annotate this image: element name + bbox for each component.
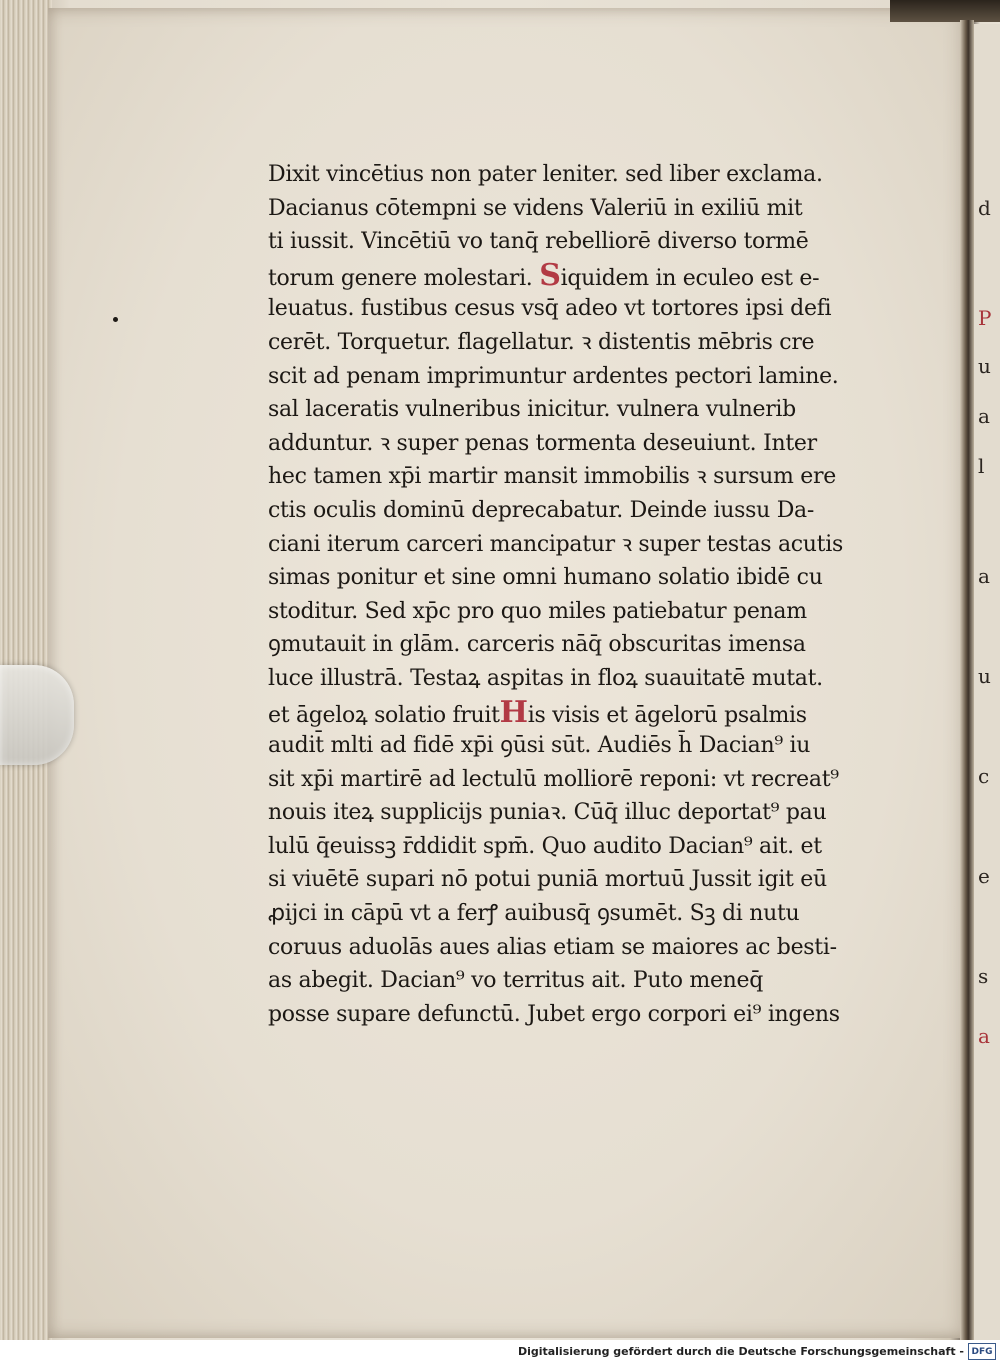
ink-dot	[113, 317, 118, 322]
text-line-rest: is visis et āgelorū psalmis	[527, 702, 807, 728]
text-line: si viuētē supari nō potui puniā mortuū Jussit igit eū	[268, 867, 827, 893]
text-line: ꝯmutauit in glām. carceris nāq̄ obscuritas imensa	[268, 632, 806, 658]
text-line: hec tamen xp̄i martir mansit immobilis ꝛ sursum ere	[268, 464, 836, 490]
right-page-glyph: u	[978, 664, 991, 688]
right-page-fragment	[974, 24, 1000, 1340]
text-line: Dacianus cōtempni se videns Valeriū in exiliū mit	[268, 195, 803, 221]
text-line-with-initial	[268, 696, 858, 730]
right-page-glyph: d	[978, 196, 991, 220]
right-page-glyph: e	[978, 864, 990, 888]
rubricated-initial: H	[499, 695, 528, 730]
text-line: ciani iterum carceri mancipatur ꝛ super testas acutis	[268, 531, 843, 557]
right-page-red-glyph: a	[978, 1024, 990, 1048]
rubricated-initial: S	[539, 258, 561, 293]
text-line-with-initial	[268, 259, 858, 293]
right-page-red-glyph: P	[978, 306, 992, 330]
digitization-footer	[0, 1340, 1000, 1365]
text-line: scit ad penam imprimuntur ardentes pectori lamine.	[268, 363, 839, 389]
text-line: audit̄ mlti ad fidē xp̄i ꝯūsi sūt. Audiēs h̄ Dacian⁹ iu	[268, 733, 811, 759]
right-page-glyph: a	[978, 404, 990, 428]
book-gutter	[960, 20, 974, 1340]
text-line: leuatus. fustibus cesus vsq̄ adeo vt tortores ipsi defi	[268, 296, 832, 322]
page-clip	[0, 665, 74, 765]
text-line: nouis iteꝝ supplicijs puniaꝛ. Cūq̄ illuc deportat⁹ pau	[268, 800, 827, 826]
right-page-glyph: c	[978, 764, 990, 788]
text-line: sit xp̄i martirē ad lectulū molliorē reponi: vt recreat⁹	[268, 766, 839, 792]
footer-credit-text: Digitalisierung gefördert durch die Deutsche Forschungsgemeinschaft -	[517, 1345, 964, 1358]
text-line: ti iussit. Vincētiū vo tanq̄ rebelliorē diverso tormē	[268, 229, 809, 255]
right-page-glyph: u	[978, 354, 991, 378]
right-page-glyph: a	[978, 564, 990, 588]
text-line-start: et āgeloꝝ solatio fruit	[268, 702, 500, 728]
page-text-block	[268, 158, 858, 1031]
text-line: simas ponitur et sine omni humano solatio ibidē cu	[268, 565, 823, 591]
text-line: cerēt. Torquetur. flagellatur. ꝛ distentis mēbris cre	[268, 329, 815, 355]
dfg-logo-icon: DFG	[968, 1343, 996, 1360]
text-line: Dixit vincētius non pater leniter. sed liber exclama.	[268, 162, 823, 187]
text-line: as abegit. Dacian⁹ vo territus ait. Puto meneq̄	[268, 968, 764, 994]
text-line: adduntur. ꝛ super penas tormenta deseuiunt. Inter	[268, 430, 817, 456]
text-line: posse supare defunctū. Jubet ergo corpori ei⁹ ingens	[268, 1001, 840, 1027]
book-cover-edge	[890, 0, 1000, 22]
text-line: ꝓijci in cāpū vt a ferꝭ auibusq̄ ꝯsumēt. Sꝫ di nutu	[268, 901, 800, 927]
text-line: stoditur. Sed xp̄c pro quo miles patiebatur penam	[268, 598, 807, 624]
right-page-glyph: s	[978, 964, 989, 988]
text-line: sal laceratis vulneribus inicitur. vulnera vulnerib	[268, 397, 796, 423]
text-line: lulū q̄euissꝫ r̄ddidit spm̄. Quo audito Dacian⁹ ait. et	[268, 833, 822, 859]
text-line-rest: iquidem in eculeo est e-	[560, 265, 820, 291]
text-line-start: torum genere molestari.	[268, 265, 540, 291]
text-line: coruus aduolās aues alias etiam se maiores ac besti-	[268, 934, 837, 960]
text-line: ctis oculis dominū deprecabatur. Deinde iussu Da-	[268, 497, 814, 523]
right-page-glyph: l	[978, 454, 985, 478]
text-line: luce illustrā. Testaꝝ aspitas in floꝝ suauitatē mutat.	[268, 665, 823, 691]
